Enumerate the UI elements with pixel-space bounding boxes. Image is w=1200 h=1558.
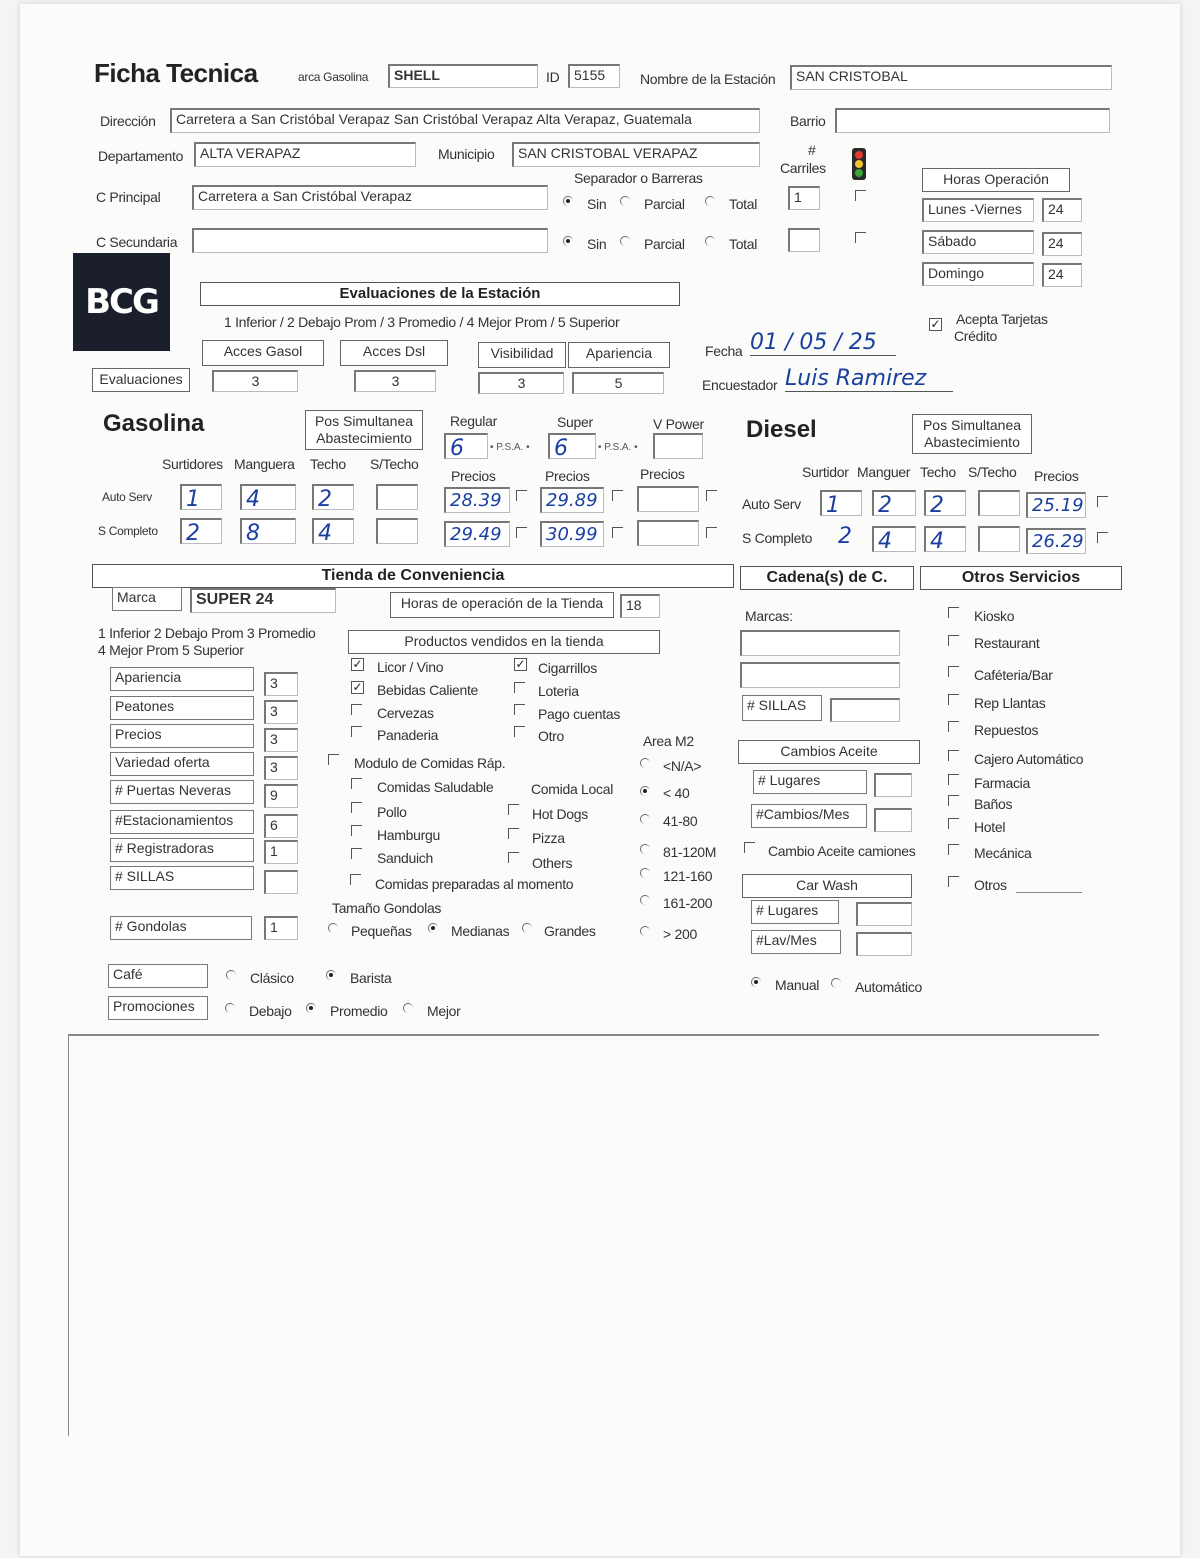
tienda-marca-label: Marca: [112, 587, 182, 611]
rep-llantas-checkbox[interactable]: [948, 694, 959, 705]
gas-auto-serv-label: Auto Serv: [102, 490, 152, 504]
secundaria-parcial-radio[interactable]: [620, 236, 630, 246]
repuestos-checkbox[interactable]: [948, 721, 959, 732]
diesel-title: Diesel: [746, 416, 817, 443]
vpower-label: V Power: [653, 416, 704, 432]
visibilidad-field[interactable]: 3: [478, 372, 564, 394]
diesel-col-surtidor: Surtidor: [802, 464, 849, 480]
row-precios-field[interactable]: 3: [264, 728, 298, 752]
automatico-radio[interactable]: [831, 978, 841, 988]
area-40-label: < 40: [663, 785, 690, 801]
diesel-comp-surt-value[interactable]: 2: [838, 524, 852, 549]
pago-checkbox[interactable]: [514, 704, 525, 715]
otro-checkbox[interactable]: [514, 726, 525, 737]
area-81-label: 81-120M: [663, 844, 717, 860]
row-peatones-label: Peatones: [110, 696, 254, 720]
acces-dsl-label: Acces Dsl: [340, 340, 448, 366]
gas-auto-surt-field[interactable]: [180, 484, 222, 510]
acces-gasol-label: Acces Gasol: [202, 340, 324, 366]
area-81-radio[interactable]: [640, 844, 650, 854]
diesel-auto-precio-checkbox[interactable]: [1097, 496, 1108, 507]
cajero-label: Cajero Automático: [974, 751, 1084, 767]
kiosko-label: Kiosko: [974, 608, 1015, 624]
marcas-field-2[interactable]: [740, 662, 900, 688]
principal-sin-label: Sin: [587, 196, 607, 212]
gas-comp-regular-value: 29.49: [450, 524, 502, 545]
rep-llantas-label: Rep Llantas: [974, 695, 1046, 711]
tienda-marca-field[interactable]: SUPER 24: [190, 588, 336, 613]
sabado-label: Sábado: [922, 230, 1034, 254]
direccion-field[interactable]: Carretera a San Cristóbal Verapaz San Cristóbal Verapaz Alta Verapaz, Guatemala: [170, 108, 760, 133]
hamburgu-label: Hamburgu: [377, 827, 440, 843]
direccion-label: Dirección: [100, 113, 156, 129]
cervezas-checkbox[interactable]: [351, 704, 362, 715]
secundaria-total-label: Total: [729, 236, 758, 252]
principal-parcial-label: Parcial: [644, 196, 685, 212]
col-surtidores: Surtidores: [162, 456, 223, 472]
row-variedad-field[interactable]: 3: [264, 756, 298, 780]
lav-mes-field[interactable]: [856, 932, 912, 956]
cambios-lugares-label: # Lugares: [753, 770, 867, 794]
gas-comp-mang-value: 8: [246, 521, 260, 544]
hotel-checkbox[interactable]: [948, 818, 959, 829]
gas-auto-techo-field[interactable]: [312, 484, 354, 510]
sanduich-checkbox[interactable]: [351, 848, 362, 859]
area-na-radio[interactable]: [640, 758, 650, 768]
visibilidad-label: Visibilidad: [478, 342, 566, 368]
gas-auto-super-value: 29.89: [546, 490, 598, 511]
bebidas-checkbox[interactable]: ✓: [352, 680, 363, 694]
principal-extra-checkbox[interactable]: [855, 190, 866, 201]
estacion-field[interactable]: SAN CRISTOBAL: [790, 65, 1112, 90]
diesel-comp-precio-value: 26.29: [1032, 531, 1084, 552]
horas-operacion-title: Horas Operación: [922, 168, 1070, 192]
area-label: Area M2: [643, 733, 694, 749]
gas-comp-techo-value: 4: [318, 521, 332, 544]
regular-precios-label: Precios: [451, 468, 496, 484]
marcas-label: Marcas:: [745, 608, 793, 624]
bebidas-label: Bebidas Caliente: [377, 682, 479, 698]
row-apariencia-field[interactable]: 3: [264, 672, 298, 696]
row-registradoras-field[interactable]: 1: [264, 840, 298, 864]
promo-promedio-radio[interactable]: [306, 1003, 316, 1013]
productos-title: Productos vendidos en la tienda: [348, 630, 660, 654]
gasolina-pos-label-2: Abastecimiento: [316, 430, 412, 446]
grandes-radio[interactable]: [522, 923, 532, 933]
gas-auto-regular-field[interactable]: [444, 487, 510, 513]
apariencia-field[interactable]: 5: [572, 372, 664, 394]
row-puertas-field[interactable]: 9: [264, 784, 298, 808]
diesel-pos-simultanea: [912, 414, 1032, 454]
hotdogs-checkbox[interactable]: [508, 804, 519, 815]
gas-comp-surt-field[interactable]: [180, 518, 222, 544]
otros-checkbox[interactable]: [948, 876, 959, 887]
gas-auto-regular-value: 28.39: [450, 490, 502, 511]
diesel-comp-precio-field[interactable]: [1026, 528, 1086, 554]
vpower-pos-field[interactable]: [653, 433, 703, 459]
saludable-checkbox[interactable]: [351, 778, 362, 789]
area-41-radio[interactable]: [640, 814, 650, 824]
restaurant-label: Restaurant: [974, 635, 1040, 651]
acces-gasol-field[interactable]: 3: [212, 370, 298, 392]
encuestador-label: Encuestador: [702, 377, 778, 393]
vpower-precios-label: Precios: [640, 466, 685, 482]
diesel-completo-label: S Completo: [742, 530, 813, 546]
pizza-checkbox[interactable]: [508, 828, 519, 839]
gas-auto-mang-value: 4: [246, 487, 260, 510]
loteria-checkbox[interactable]: [514, 682, 525, 693]
hamburgu-checkbox[interactable]: [351, 825, 362, 836]
promo-debajo-label: Debajo: [249, 1003, 292, 1019]
panaderia-checkbox[interactable]: [351, 726, 362, 737]
form-title: Ficha Tecnica: [94, 58, 258, 88]
otros-title: Otros Servicios: [920, 566, 1122, 590]
traffic-light-icon: [846, 146, 872, 182]
fecha-field[interactable]: 01 / 05 / 25: [750, 330, 896, 356]
pizza-label: Pizza: [532, 830, 565, 846]
preparadas-checkbox[interactable]: [350, 874, 361, 885]
diesel-pos-label-2: Abastecimiento: [924, 434, 1020, 450]
gasolina-pos-simultanea: [305, 410, 423, 450]
municipio-label: Municipio: [438, 146, 495, 162]
diesel-col-precios: Precios: [1034, 468, 1079, 484]
row-estacionamientos-label: #Estacionamientos: [110, 810, 254, 834]
cambios-mes-field[interactable]: [874, 808, 912, 832]
comida-local-label: Comida Local: [531, 781, 613, 797]
domingo-label: Domingo: [922, 262, 1034, 286]
pollo-checkbox[interactable]: [351, 802, 362, 813]
repuestos-label: Repuestos: [974, 722, 1039, 738]
c-principal-label: C Principal: [96, 189, 161, 205]
automatico-label: Automático: [855, 979, 923, 995]
lav-mes-label: #Lav/Mes: [751, 930, 841, 954]
gas-comp-super-checkbox[interactable]: [612, 527, 623, 538]
gondolas-label: # Gondolas: [110, 916, 252, 940]
sanduich-label: Sanduich: [377, 850, 433, 866]
gasolina-pos-label-1: Pos Simultanea: [314, 413, 414, 429]
diesel-col-stecho: S/Techo: [968, 464, 1017, 480]
area-na-label: <N/A>: [663, 758, 702, 774]
principal-sin-radio[interactable]: [563, 196, 573, 206]
fecha-label: Fecha: [705, 343, 743, 359]
super-label: Super: [557, 414, 593, 430]
super-precios-label: Precios: [545, 468, 590, 484]
cadena-title: Cadena(s) de C.: [740, 566, 914, 590]
cigarrillos-checkbox[interactable]: ✓: [515, 657, 526, 671]
lunes-viernes-label: Lunes -Viernes: [922, 198, 1034, 222]
gas-comp-super-value: 30.99: [546, 524, 598, 545]
secundaria-sin-label: Sin: [587, 236, 607, 252]
camiones-checkbox[interactable]: [744, 842, 755, 853]
barrio-field[interactable]: [835, 108, 1110, 133]
promo-promedio-label: Promedio: [330, 1003, 388, 1019]
row-sillas-field[interactable]: [264, 870, 298, 894]
tienda-scale-1: 1 Inferior 2 Debajo Prom 3 Promedio: [98, 625, 316, 641]
gas-auto-surt-value: 1: [186, 487, 200, 510]
gas-auto-regular-checkbox[interactable]: [516, 490, 527, 501]
evaluaciones-label: Evaluaciones: [92, 368, 190, 392]
gas-auto-techo-value: 2: [318, 487, 332, 510]
apariencia-label: Apariencia: [568, 342, 670, 368]
manual-radio[interactable]: [751, 977, 761, 987]
barista-radio[interactable]: [326, 970, 336, 980]
bcg-logo: BCG: [73, 253, 170, 351]
gas-auto-vpower-checkbox[interactable]: [706, 490, 717, 501]
gas-comp-techo-field[interactable]: [312, 518, 354, 544]
separador-label: Separador o Barreras: [574, 170, 703, 186]
departamento-field[interactable]: ALTA VERAPAZ: [194, 142, 416, 167]
principal-total-label: Total: [729, 196, 758, 212]
evaluaciones-title: Evaluaciones de la Estación: [200, 282, 680, 306]
gas-completo-label: S Completo: [98, 524, 158, 538]
area-40-radio[interactable]: [640, 786, 650, 796]
marcas-field-1[interactable]: [740, 630, 900, 656]
diesel-comp-mang-field[interactable]: [872, 526, 916, 552]
licor-checkbox[interactable]: ✓: [352, 657, 363, 671]
super-pos-field[interactable]: [548, 433, 596, 459]
medianas-radio[interactable]: [428, 923, 438, 933]
restaurant-checkbox[interactable]: [948, 635, 959, 646]
gasolina-title: Gasolina: [103, 410, 205, 437]
medianas-label: Medianas: [451, 923, 510, 939]
estacion-label: Nombre de la Estación: [640, 71, 776, 87]
regular-pos-field[interactable]: [444, 433, 488, 459]
diesel-auto-mang-value: 2: [878, 493, 892, 516]
domingo-field[interactable]: 24: [1042, 263, 1082, 287]
cambios-mes-label: #Cambios/Mes: [751, 804, 867, 828]
gas-comp-vpower-field[interactable]: [637, 520, 699, 546]
promo-mejor-label: Mejor: [427, 1003, 461, 1019]
diesel-auto-precio-value: 25.19: [1032, 495, 1084, 516]
regular-psa-label: • P.S.A. •: [490, 442, 530, 453]
row-apariencia-label: Apariencia: [110, 667, 254, 691]
sabado-field[interactable]: 24: [1042, 232, 1082, 256]
gas-comp-vpower-checkbox[interactable]: [706, 527, 717, 538]
cigarrillos-label: Cigarrillos: [538, 660, 597, 676]
hotel-label: Hotel: [974, 819, 1006, 835]
diesel-auto-serv-label: Auto Serv: [742, 496, 801, 512]
carriles-secundaria-field[interactable]: [788, 228, 820, 252]
gas-comp-regular-checkbox[interactable]: [516, 527, 527, 538]
acepta-tarjetas-checkbox[interactable]: ✓: [930, 317, 941, 331]
col-stecho: S/Techo: [370, 456, 419, 472]
others-label: Others: [532, 855, 573, 871]
id-label: ID: [546, 69, 560, 85]
principal-parcial-radio[interactable]: [620, 196, 630, 206]
licor-label: Licor / Vino: [377, 659, 444, 675]
pollo-label: Pollo: [377, 804, 407, 820]
regular-label: Regular: [450, 413, 497, 429]
carriles-label: Carriles: [780, 160, 826, 176]
col-manguera: Manguera: [234, 456, 295, 472]
area-200-radio[interactable]: [640, 926, 650, 936]
secundaria-extra-checkbox[interactable]: [855, 232, 866, 243]
diesel-auto-mang-field[interactable]: [872, 490, 916, 516]
carriles-principal-field[interactable]: 1: [788, 186, 820, 210]
preparadas-label: Comidas preparadas al momento: [375, 876, 574, 892]
secundaria-total-radio[interactable]: [705, 236, 715, 246]
row-peatones-field[interactable]: 3: [264, 700, 298, 724]
cajero-checkbox[interactable]: [948, 750, 959, 761]
pago-label: Pago cuentas: [538, 706, 621, 722]
mecanica-label: Mecánica: [974, 845, 1032, 861]
kiosko-checkbox[interactable]: [948, 607, 959, 618]
promo-debajo-radio[interactable]: [225, 1003, 235, 1013]
lunes-viernes-field[interactable]: 24: [1042, 198, 1082, 222]
cafeteria-label: Caféteria/Bar: [974, 667, 1053, 683]
farmacia-checkbox[interactable]: [948, 774, 959, 785]
camiones-label: Cambio Aceite camiones: [768, 843, 916, 859]
manual-label: Manual: [775, 977, 820, 993]
row-puertas-label: # Puertas Neveras: [110, 780, 254, 804]
saludable-label: Comidas Saludable: [377, 779, 494, 795]
hotdogs-label: Hot Dogs: [532, 806, 588, 822]
gas-comp-mang-field[interactable]: [240, 518, 296, 544]
banos-checkbox[interactable]: [948, 795, 959, 806]
area-200-label: > 200: [663, 926, 697, 942]
gondolas-size-label: Tamaño Gondolas: [332, 900, 442, 916]
pequenas-label: Pequeñas: [351, 923, 412, 939]
diesel-auto-techo-field[interactable]: [924, 490, 966, 516]
cervezas-label: Cervezas: [377, 705, 434, 721]
diesel-auto-techo-value: 2: [930, 493, 944, 516]
carwash-lugares-label: # Lugares: [751, 900, 839, 924]
departamento-label: Departamento: [98, 148, 184, 164]
area-121-label: 121-160: [663, 868, 713, 884]
otros-label: Otros: [974, 877, 1007, 893]
row-sillas-label: # SILLAS: [110, 866, 254, 890]
otros-underline: [1016, 892, 1082, 893]
municipio-field[interactable]: SAN CRISTOBAL VERAPAZ: [512, 142, 760, 167]
notes-area[interactable]: [68, 1034, 1099, 1436]
marca-gasolina-field[interactable]: SHELL: [388, 64, 538, 88]
mecanica-checkbox[interactable]: [948, 844, 959, 855]
gas-comp-stecho-field[interactable]: [376, 518, 418, 544]
gas-auto-vpower-field[interactable]: [637, 486, 699, 512]
modulo-checkbox[interactable]: [328, 754, 339, 765]
cadena-sillas-field[interactable]: [830, 698, 900, 722]
principal-total-radio[interactable]: [705, 196, 715, 206]
barista-label: Barista: [350, 970, 392, 986]
cambios-aceite-title: Cambios Aceite: [738, 740, 920, 764]
diesel-comp-mang-value: 4: [878, 529, 892, 552]
tienda-title: Tienda de Conveniencia: [92, 564, 734, 588]
banos-label: Baños: [974, 796, 1013, 812]
area-121-radio[interactable]: [640, 868, 650, 878]
area-161-label: 161-200: [663, 895, 713, 911]
marca-gasolina-label: arca Gasolina: [298, 70, 369, 84]
diesel-col-manguer: Manguer: [857, 464, 911, 480]
gondolas-field[interactable]: 1: [264, 916, 298, 940]
pequenas-radio[interactable]: [328, 923, 338, 933]
evaluaciones-scale: 1 Inferior / 2 Debajo Prom / 3 Promedio / 4 Mejor Prom / 5 Superior: [224, 314, 620, 330]
tienda-horas-label: Horas de operación de la Tienda: [390, 592, 614, 618]
cadena-sillas-label: # SILLAS: [742, 695, 822, 721]
row-registradoras-label: # Registradoras: [110, 838, 254, 862]
loteria-label: Loteria: [538, 683, 579, 699]
c-principal-field[interactable]: Carretera a San Cristóbal Verapaz: [192, 185, 548, 210]
regular-pos-value: 6: [450, 436, 464, 459]
gas-comp-surt-value: 2: [186, 521, 200, 544]
carwash-title: Car Wash: [742, 874, 912, 898]
tienda-scale-2: 4 Mejor Prom 5 Superior: [98, 642, 244, 658]
tienda-horas-field[interactable]: 18: [620, 594, 660, 618]
barrio-label: Barrio: [790, 113, 826, 129]
gas-auto-mang-field[interactable]: [240, 484, 296, 510]
super-psa-label: • P.S.A. •: [598, 442, 638, 453]
diesel-auto-stecho-field[interactable]: [978, 490, 1020, 516]
diesel-comp-techo-field[interactable]: [924, 526, 966, 552]
gas-auto-stecho-field[interactable]: [376, 484, 418, 510]
area-41-label: 41-80: [663, 813, 698, 829]
diesel-pos-label-1: Pos Simultanea: [922, 417, 1022, 433]
panaderia-label: Panaderia: [377, 727, 439, 743]
diesel-auto-precio-field[interactable]: [1026, 492, 1086, 518]
c-secundaria-field[interactable]: [192, 228, 548, 253]
promo-mejor-radio[interactable]: [403, 1003, 413, 1013]
secundaria-parcial-label: Parcial: [644, 236, 685, 252]
area-161-radio[interactable]: [640, 895, 650, 905]
col-techo: Techo: [310, 456, 346, 472]
gas-auto-super-field[interactable]: [540, 487, 604, 513]
carriles-hash: #: [808, 142, 816, 158]
diesel-col-techo: Techo: [920, 464, 956, 480]
grandes-label: Grandes: [544, 923, 596, 939]
acepta-tarjetas-label-1: Acepta Tarjetas: [956, 311, 1048, 327]
diesel-comp-stecho-field[interactable]: [978, 526, 1020, 552]
farmacia-label: Farmacia: [974, 775, 1030, 791]
others-checkbox[interactable]: [508, 852, 519, 863]
cambios-lugares-field[interactable]: [874, 773, 912, 797]
super-pos-value: 6: [554, 436, 568, 459]
diesel-comp-techo-value: 4: [930, 529, 944, 552]
cafe-label: Café: [108, 964, 208, 988]
modulo-label: Modulo de Comidas Ráp.: [354, 755, 506, 771]
id-field[interactable]: 5155: [568, 64, 620, 88]
gas-comp-super-field[interactable]: [540, 521, 604, 547]
gas-comp-regular-field[interactable]: [444, 521, 510, 547]
secundaria-sin-radio[interactable]: [563, 236, 573, 246]
row-estacionamientos-field[interactable]: 6: [264, 814, 298, 838]
clasico-label: Clásico: [250, 970, 294, 986]
encuestador-field[interactable]: Luis Ramirez: [785, 366, 953, 392]
carwash-lugares-field[interactable]: [856, 902, 912, 926]
acepta-tarjetas-label-2: Crédito: [954, 328, 998, 344]
cafeteria-checkbox[interactable]: [948, 666, 959, 677]
row-variedad-label: Variedad oferta: [110, 752, 254, 776]
gas-auto-super-checkbox[interactable]: [612, 490, 623, 501]
clasico-radio[interactable]: [226, 970, 236, 980]
otro-label: Otro: [538, 728, 565, 744]
row-precios-label: Precios: [110, 724, 254, 748]
c-secundaria-label: C Secundaria: [96, 234, 178, 250]
diesel-comp-precio-checkbox[interactable]: [1097, 532, 1108, 543]
diesel-auto-surt-field[interactable]: [820, 490, 862, 516]
acces-dsl-field[interactable]: 3: [354, 370, 436, 392]
diesel-auto-surt-value: 1: [826, 493, 840, 516]
promociones-label: Promociones: [108, 996, 208, 1020]
